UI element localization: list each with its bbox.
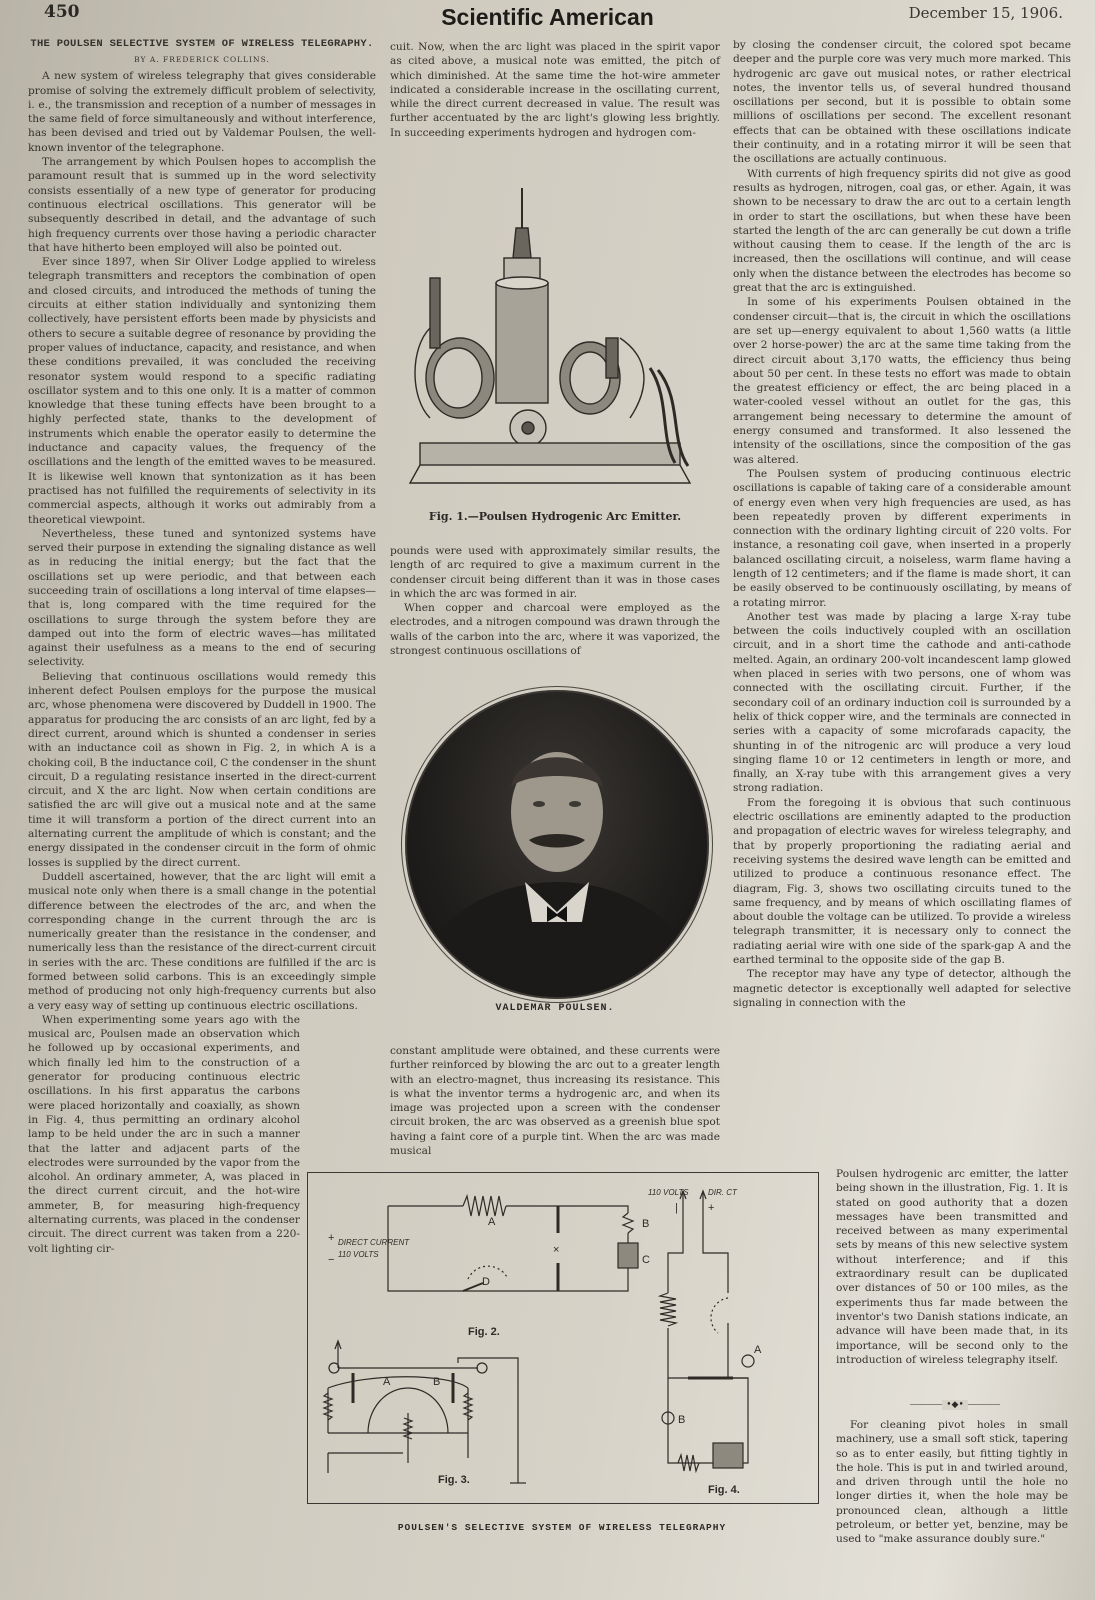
fig4-minus: | — [675, 1202, 678, 1214]
article-column-2-top — [390, 40, 720, 140]
fig3-circuit-diagram — [324, 1341, 526, 1483]
valdemar-poulsen-portrait — [405, 690, 709, 999]
article-headline: THE POULSEN SELECTIVE SYSTEM OF WIRELESS TELEGRAPHY. — [30, 38, 374, 50]
paragraph: by closing the condenser circuit, the colored spot became deeper and the purple core was very much more marked. This hydrogenic arc gave out musical notes, or rather electrical notes, the inventor tells us, of several hundred thousand oscillations per second, but it is possible to obtain some millions of oscillations per second. The excellent resonant effects that can be obtained with these oscillations indicate their continuity, and in a rotating mirror it will be seen that the oscillations are actually continuous. — [733, 39, 1071, 166]
paragraph: When experimenting some years ago with the musical arc, Poulsen made an observation which he followed up by occasional experiments, and which finally led him to the construction of a generator for producing continuous electric oscillations. In his first apparatus the carbons were placed horizontally and coaxially, as shown in Fig. 4, thus permitting an ordinary alcohol lamp to be held under the arc in such a manner that the latter and adjacent parts of the electrodes were surrounded by the vapor from the alcohol. An ordinary ammeter, A, was placed in the direct current circuit, and the hot-wire ammeter, B, for measuring high-frequency alternating currents, was placed in the condenser circuit. The direct current was taken from a 220-volt lighting cir- — [28, 1013, 300, 1255]
paragraph: In some of his experiments Poulsen obtained in the condenser circuit—that is, the circuit in which the oscillations are set up—energy equivalent to about 1,560 watts (a little over 2 horse-power) the arc at the same time taking from the direct circuit about 3,170 watts, the efficiency thus being about 50 per cent. In these tests no effort was made to obtain the greatest efficiency or effect, the arc being placed in a water-cooled vessel without an outlet for the gas, this arrangement being necessary to determine the amount of energy consumed and transformed. It also lessened the intensity of the oscillations, since the composition of the gas was altered. — [733, 296, 1071, 466]
article-byline: BY A. FREDERICK COLLINS. — [134, 55, 270, 64]
fig2-circuit-diagram — [388, 1196, 638, 1291]
filler-paragraph: For cleaning pivot holes in small machinery, use a small soft stick, tapering so as to enter easily, but fitting tightly in the hole. This is put in and twirled around, and driven through until the hole no longer dirties it, when the hole may be pronounced clean, although a little petroleum, or better yet, benzine, may be used to "make assurance doubly sure." — [836, 1419, 1068, 1546]
fig4-plus: + — [708, 1202, 715, 1214]
fig2-label-b: B — [642, 1218, 650, 1230]
fig4-label: Fig. 4. — [708, 1484, 740, 1496]
fig2-label-d: D — [482, 1276, 490, 1288]
fig2-label-x: × — [553, 1244, 560, 1256]
fig3-label-b: B — [433, 1376, 441, 1388]
fig2-minus: − — [328, 1254, 335, 1266]
page-number: 450 — [44, 2, 80, 22]
paragraph: Nevertheless, these tuned and syntonized systems have served their purpose in extending the signaling distance as well as in reducing the initial energy; but the fact that the oscillations set up were periodic, and that between each succeeding train of oscillations a long interval of time elapses—that is, long compared with the time required for the oscillations to surge through the system before they are damped out into the form of electric waves—has militated against their usefulness as a means to the end of securing selectivity. — [28, 527, 376, 669]
paragraph: Another test was made by placing a large X-ray tube between the coils inductively coupled with an oscillation circuit, and in a short time the cathode and anti-cathode melted. Again, an ordinary 200-volt incandescent lamp glowed when placed in series with two persons, one of whom was connected with the oscillating circuit. Further, if the secondary coil of an ordinary induction coil is surrounded by a helix of thick copper wire, and the terminals are connected in series with a capacity of some microfarads capacity, the shunting in of the nitrogenic arc will produce a very loud singing flame 10 or 12 centimeters in length or more, and finally, an X-ray tube with this arrangement gives a very strong radiation. — [733, 610, 1071, 795]
paragraph: From the foregoing it is obvious that such continuous electric oscillations are eminently adapted to the production and propagation of electric waves for wireless telegraphy, and that by properly proportioning the radiating aerial and receiving systems the desired wave length can be emitted and utilized to produce a continuous resonance effect. The diagram, Fig. 3, shows two oscillating circuits tuned to the same frequency, and by means of which oscillating flames of about double the voltage can be utilized. To provide a wireless telegraph transmitter, it is necessary only to connect the radiating aerial wire with one side of the spark-gap A and the earthed terminal to the opposite side of the gap B. — [733, 796, 1071, 966]
paragraph: constant amplitude were obtained, and these currents were further reinforced by blowing the arc out to a greater length with an electro-magnet, thus increasing its resistance. This is what the inventor terms a hydrogenic arc, and when its image was projected upon a screen with the condenser circuit broken, the arc was observed as a greenish blue spot having a faint core of a purple tint. When the arc was made musical — [390, 1045, 720, 1158]
paragraph: Believing that continuous oscillations would remedy this inherent defect Poulsen employs for the purpose the musical arc, whose phenomena were discovered by Duddell in 1900. The apparatus for producing the arc consists of an arc light, fed by a direct current, around which is shunted a condenser in series with an inductance coil as shown in Fig. 2, in which A is a choking coil, B the inductance coil, C the condenser in the shunt circuit, D a regulating resistance inserted in the direct-current circuit, and X the arc light. Now when certain conditions are satisfied the arc will give out a musical note and at the same time it will transform a portion of the direct current into an alternating current the amplitude of which is constant; and the energy dissipated in the condenser circuit in the form of ohmic losses is supplied by the direct current. — [28, 670, 376, 869]
article-column-2-bottom — [390, 1044, 720, 1158]
section-divider-ornament: •◆• — [910, 1404, 1000, 1407]
fig4-volts-label: 110 VOLTS — [648, 1188, 689, 1197]
fig2-plus: + — [328, 1232, 335, 1244]
fig4-circuit-diagram — [660, 1191, 754, 1471]
fig3-label: Fig. 3. — [438, 1474, 470, 1486]
masthead: Scientific American — [441, 4, 654, 30]
fig1-caption: Fig. 1.—Poulsen Hydrogenic Arc Emitter. — [428, 510, 682, 523]
fig4-label-a: A — [754, 1344, 762, 1356]
fig4-direct-current-label: DIR. CT — [708, 1188, 737, 1197]
paragraph: Duddell ascertained, however, that the arc light will emit a musical note only when there is a small change in the potential difference between the electrodes of the arc, and when the corresponding change in the current through the arc is numerically greater than the resistance in the condenser, and numerically less than the resistance of the direct-current circuit in series with the arc. These conditions are fulfilled if the arc is formed between solid carbons. This is an exceedingly simple method of producing not only high-frequency currents but also a very easy way of setting up continuous electric oscillations. — [28, 870, 376, 1012]
paragraph: When copper and charcoal were employed as the electrodes, and a nitrogen compound was drawn through the walls of the carbon into the arc, where it was vaporized, the strongest continuous oscillations of — [390, 602, 720, 658]
article-column-3 — [733, 38, 1071, 1010]
circuit-diagrams-panel — [307, 1172, 819, 1504]
paragraph: Poulsen hydrogenic arc emitter, the latter being shown in the illustration, Fig. 1. It is stated on good authority that a dozen messages have been transmitted and received between as many experimental sets by means of this new selective system without interference; and if this extraordinary result can be duplicated over distances of 50 or 100 miles, as the experiments thus far made between the inventor's two Danish stations indicate, an advance will have been made that, in its importance, will be second only to the introduction of wireless telegraphy itself. — [836, 1168, 1068, 1366]
paragraph: A new system of wireless telegraphy that gives considerable promise of solving the extremely difficult problem of selectivity, i. e., the transmission and reception of a number of messages in the same field of force simultaneously and without interference, has been devised and tried out by Valdemar Poulsen, the well-known inventor of the telegraphone. — [28, 70, 376, 154]
paragraph: Ever since 1897, when Sir Oliver Lodge applied to wireless telegraph transmitters and receptors the combination of open and closed circuits, and introduced the methods of tuning the circuits at either station individually and syntonizing them collectively, have persistent efforts been made by physicists and others to secure a suitable degree of resonance by providing the proper values of inductance, capacity, and resistance, and when these conditions prevailed, it was concluded the receiving resonator system would respond to a specific radiating oscillator system and to this one only. It is a matter of common knowledge that these tuning effects have been brought to a highly perfected state, thanks to the development of instruments which enable the operator easily to determine the inductance and capacity values, the frequency of the oscillations and the length of the emitted waves to be measured. It is likewise well known that syntonization as it has been practised has not fulfilled the requirements of selectivity in its commercial aspects, although it works out admirably from a theoretical viewpoint. — [28, 256, 376, 526]
portrait-caption: VALDEMAR POULSEN. — [495, 1003, 615, 1014]
paragraph: cuit. Now, when the arc light was placed in the spirit vapor as cited above, a musical note was emitted, the pitch of which diminished. At the same time the hot-wire ammeter indicated a considerable increase in the oscillating current, while the direct current decreased in value. The result was further accentuated by the arc light's glowing less brightly. In succeeding experiments hydrogen and hydrogen com- — [390, 41, 720, 139]
issue-date: December 15, 1906. — [908, 4, 1063, 22]
paragraph: The Poulsen system of producing continuous electric oscillations is capable of taking care of a considerable amount of energy even when very high frequencies are used, as has been repeatedly proven by different experiments in connection with the ordinary lighting circuit of 220 volts. For instance, a resonating coil gave, when inserted in a properly balanced oscillating circuit, a noiseless, warm flame having a length of 12 centimeters; and if the flame is made short, it can be easily observed to be continuously oscillating, by means of a rotating mirror. — [733, 467, 1071, 609]
fig2-supply-label: DIRECT CURRENT — [338, 1238, 410, 1247]
diagram-caption: POULSEN'S SELECTIVE SYSTEM OF WIRELESS TELEGRAPHY — [397, 1522, 727, 1533]
filler-column — [836, 1418, 1068, 1547]
paragraph: The receptor may have any type of detector, although the magnetic detector is exceptionally well adapted for selective signaling in connection with the — [733, 968, 1071, 1009]
fig1-arc-emitter-illustration — [400, 188, 705, 488]
fig2-voltage-label: 110 VOLTS — [338, 1250, 379, 1259]
paragraph: pounds were used with approximately similar results, the length of arc required to give a maximum current in the condenser circuit being different than it was in those cases in which the arc was formed in air. — [390, 545, 720, 600]
paragraph: With currents of high frequency spirits did not give as good results as hydrogen, nitrogen, coal gas, or ether. Again, it was shown to be necessary to draw the arc out to a certain length in order to start the oscillations, but when these have been started the length of the arc can generally be cut down a trifle without causing them to cease. If the length of the arc is increased, then the oscillations will continue, and will cease only when the distance between the electrodes has become so great that the arc is extinguished. — [733, 167, 1071, 295]
article-column-2-middle — [390, 544, 720, 658]
fig2-label: Fig. 2. — [468, 1326, 500, 1338]
fig2-label-c: C — [642, 1254, 650, 1266]
paragraph: The arrangement by which Poulsen hopes to accomplish the paramount result that is summed up in the word selectivity consists essentially of a new type of generator for producing continuous electrical oscillations. This generator will be subsequently described in detail, and the advantage of such high frequency currents over those having a periodic character that have hitherto been employed will also be pointed out. — [28, 156, 376, 254]
fig4-label-b: B — [678, 1414, 686, 1426]
fig3-label-a: A — [383, 1376, 391, 1388]
article-column-1 — [28, 38, 376, 1256]
fig2-label-a: A — [488, 1216, 496, 1228]
article-column-3-narrow — [836, 1167, 1068, 1367]
